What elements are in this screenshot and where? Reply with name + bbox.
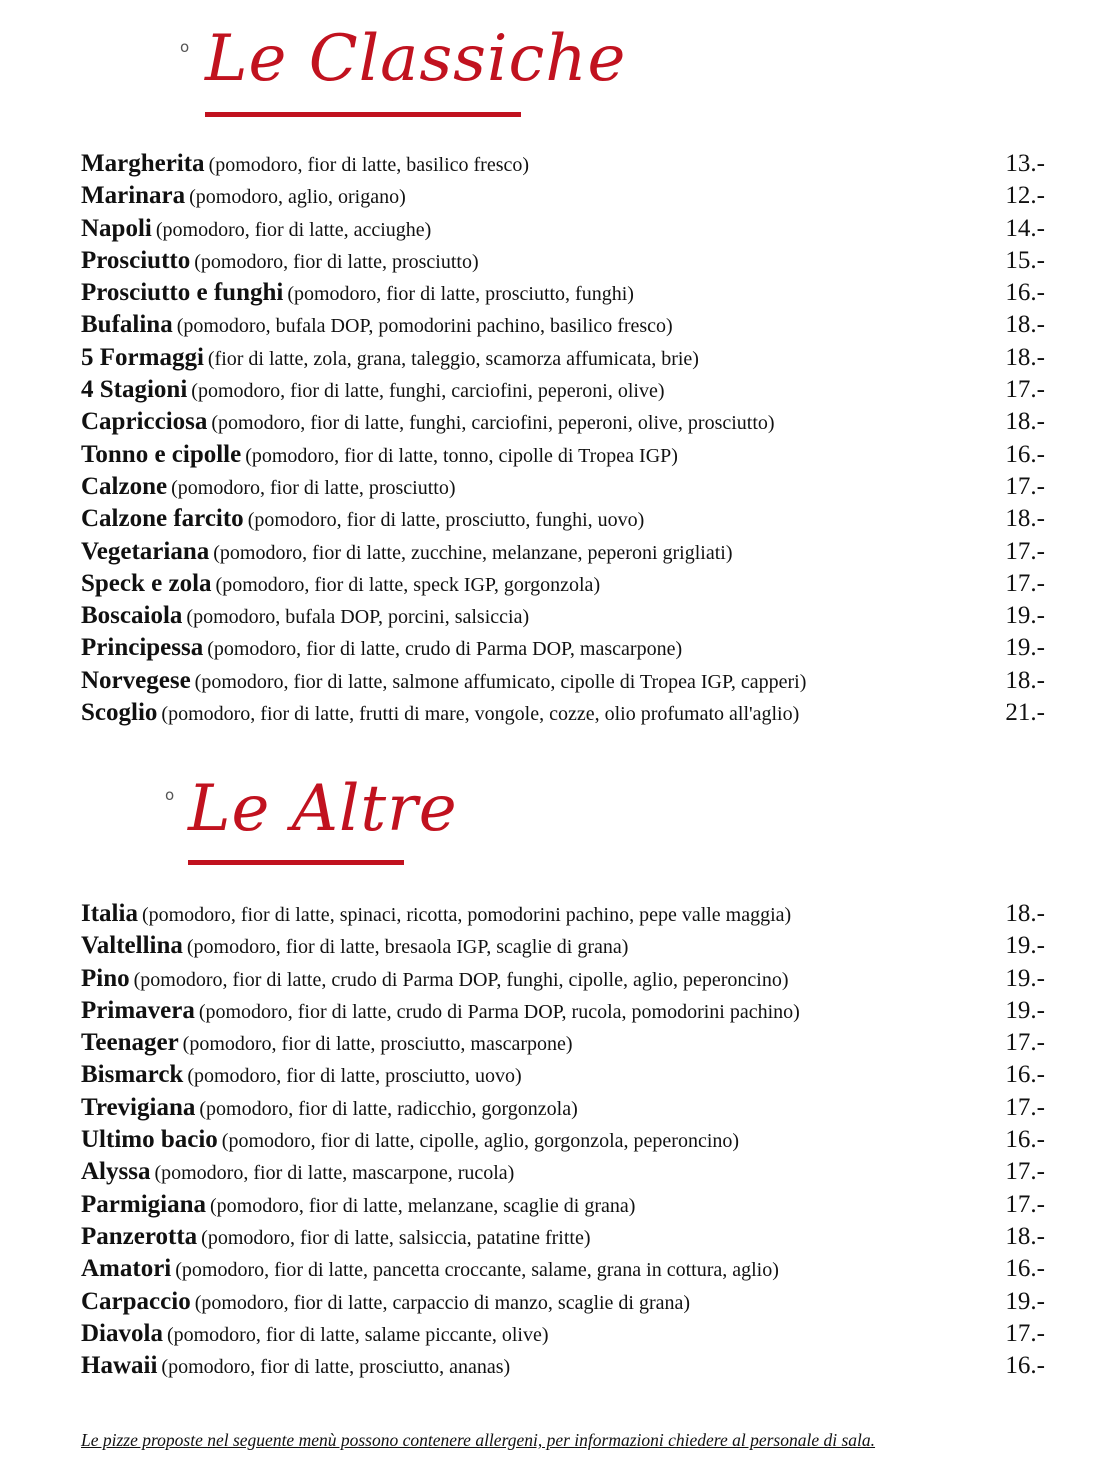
item-ingredients: (pomodoro, fior di latte, speck IGP, gorgonzola): [215, 573, 601, 596]
item-name: Speck e zola: [81, 569, 212, 597]
item-name: Hawaii: [81, 1352, 158, 1380]
item-name: Diavola: [81, 1319, 163, 1347]
menu-item: [81, 1027, 1045, 1059]
item-name: Carpaccio: [81, 1287, 191, 1315]
item-price: 16.-: [1005, 1352, 1045, 1380]
menu-item: [81, 697, 1045, 729]
item-price: 17.-: [1005, 537, 1045, 565]
item-ingredients: (pomodoro, fior di latte, mascarpone, rucola): [154, 1162, 515, 1185]
item-name: Norvegese: [81, 666, 191, 694]
item-ingredients: (pomodoro, fior di latte, prosciutto, funghi, uovo): [247, 509, 645, 532]
item-name: Trevigiana: [81, 1093, 196, 1121]
item-name: Calzone: [81, 472, 168, 500]
item-price: 17.-: [1005, 1319, 1045, 1347]
menu-item: [81, 1221, 1045, 1253]
section-bullet: o: [165, 786, 175, 804]
menu-item: [81, 342, 1045, 374]
item-name: Amatori: [81, 1255, 172, 1283]
item-price: 19.-: [1005, 634, 1045, 662]
menu-item: [81, 1286, 1045, 1318]
item-price: 16.-: [1005, 1126, 1045, 1154]
item-ingredients: (pomodoro, fior di latte, prosciutto, mascarpone): [182, 1033, 573, 1056]
item-ingredients: (pomodoro, fior di latte, carpaccio di manzo, scaglie di grana): [194, 1291, 691, 1314]
allergen-note: Le pizze proposte nel seguente menù possono contenere allergeni, per informazioni chiedere al personale di sala.: [81, 1430, 876, 1450]
item-ingredients: (pomodoro, fior di latte, pancetta croccante, salame, grana in cottura, aglio): [175, 1259, 779, 1282]
item-name: Teenager: [81, 1029, 179, 1057]
item-ingredients: (pomodoro, fior di latte, funghi, carciofini, peperoni, olive, prosciutto): [211, 412, 775, 435]
item-ingredients: (pomodoro, fior di latte, prosciutto, ananas): [161, 1356, 511, 1379]
section-title-classiche: Le Classiche: [205, 22, 627, 96]
menu-item: [81, 1059, 1045, 1091]
item-price: 18.-: [1005, 505, 1045, 533]
menu-list-classiche: [81, 148, 1045, 729]
item-price: 18.-: [1005, 343, 1045, 371]
item-name: Scoglio: [81, 699, 158, 727]
menu-item: [81, 995, 1045, 1027]
item-price: 17.-: [1005, 569, 1045, 597]
menu-item: [81, 600, 1045, 632]
item-price: 19.-: [1005, 602, 1045, 630]
menu-item: [81, 665, 1045, 697]
item-name: Principessa: [81, 634, 204, 662]
item-price: 16.-: [1005, 1255, 1045, 1283]
item-ingredients: (pomodoro, fior di latte, salmone affumicato, cipolle di Tropea IGP, capperi): [194, 670, 807, 693]
item-name: Margherita: [81, 150, 205, 177]
menu-item: [81, 245, 1045, 277]
item-name: Parmigiana: [81, 1190, 206, 1218]
item-ingredients: (pomodoro, fior di latte, acciughe): [155, 218, 432, 241]
item-name: Bismarck: [81, 1061, 184, 1089]
item-name: 4 Stagioni: [81, 376, 188, 404]
item-price: 18.-: [1005, 311, 1045, 339]
item-price: 17.-: [1005, 1093, 1045, 1121]
section-underline: [205, 112, 521, 117]
item-price: 18.-: [1005, 1222, 1045, 1250]
item-ingredients: (pomodoro, fior di latte, basilico fresco): [208, 154, 530, 176]
item-name: 5 Formaggi: [81, 343, 204, 371]
menu-item: [81, 148, 1045, 180]
item-name: Calzone farcito: [81, 505, 244, 533]
menu-item: [81, 471, 1045, 503]
menu-item: [81, 277, 1045, 309]
item-price: 17.-: [1005, 472, 1045, 500]
menu-item: [81, 1092, 1045, 1124]
menu-item: [81, 1189, 1045, 1221]
item-name: Tonno e cipolle: [81, 440, 242, 468]
item-ingredients: (pomodoro, fior di latte, prosciutto): [171, 476, 456, 499]
item-ingredients: (pomodoro, fior di latte, zucchine, melanzane, peperoni grigliati): [213, 541, 733, 564]
menu-item: [81, 1318, 1045, 1350]
item-price: 18.-: [1005, 666, 1045, 694]
section-bullet: o: [180, 38, 190, 56]
item-name: Pino: [81, 964, 130, 992]
item-ingredients: (pomodoro, fior di latte, frutti di mare, vongole, cozze, olio profumato all'aglio): [161, 703, 800, 726]
menu-item: [81, 374, 1045, 406]
item-name: Prosciutto e funghi: [81, 279, 284, 307]
item-ingredients: (pomodoro, fior di latte, crudo di Parma DOP, funghi, cipolle, aglio, peperoncino): [133, 968, 789, 991]
menu-item: [81, 898, 1045, 930]
item-name: Panzerotta: [81, 1222, 198, 1250]
menu-item: [81, 406, 1045, 438]
item-ingredients: (pomodoro, fior di latte, crudo di Parma DOP, rucola, pomodorini pachino): [198, 1000, 800, 1023]
menu-item: [81, 1156, 1045, 1188]
item-ingredients: (pomodoro, bufala DOP, porcini, salsiccia): [186, 606, 530, 629]
item-name: Boscaiola: [81, 602, 183, 630]
item-price: 12.-: [1005, 182, 1045, 210]
item-ingredients: (pomodoro, fior di latte, bresaola IGP, scaglie di grana): [186, 936, 629, 959]
menu-item: [81, 1350, 1045, 1382]
menu-item: [81, 1124, 1045, 1156]
menu-item: [81, 963, 1045, 995]
menu-item: [81, 930, 1045, 962]
item-name: Italia: [81, 900, 138, 927]
item-price: 17.-: [1005, 1158, 1045, 1186]
item-ingredients: (pomodoro, fior di latte, funghi, carciofini, peperoni, olive): [191, 380, 665, 403]
menu-list-altre: [81, 898, 1045, 1382]
menu-item: [81, 1253, 1045, 1285]
menu-item: [81, 632, 1045, 664]
item-price: 17.-: [1005, 376, 1045, 404]
item-price: 18.-: [1005, 408, 1045, 436]
item-price: 17.-: [1005, 1029, 1045, 1057]
item-ingredients: (pomodoro, fior di latte, salame piccante, olive): [166, 1323, 549, 1346]
item-name: Napoli: [81, 214, 152, 242]
menu-item: [81, 439, 1045, 471]
item-name: Vegetariana: [81, 537, 210, 565]
section-underline: [188, 860, 404, 865]
item-name: Primavera: [81, 996, 195, 1024]
menu-item: [81, 503, 1045, 535]
item-name: Capricciosa: [81, 408, 208, 436]
item-ingredients: (pomodoro, fior di latte, salsiccia, patatine fritte): [201, 1226, 591, 1249]
item-ingredients: (fior di latte, zola, grana, taleggio, scamorza affumicata, brie): [207, 347, 699, 370]
item-name: Prosciutto: [81, 246, 191, 274]
item-ingredients: (pomodoro, fior di latte, prosciutto, funghi): [287, 283, 634, 306]
item-ingredients: (pomodoro, fior di latte, prosciutto): [194, 250, 479, 273]
item-ingredients: (pomodoro, fior di latte, spinaci, ricotta, pomodorini pachino, pepe valle maggia): [141, 904, 792, 926]
menu-item: [81, 309, 1045, 341]
item-ingredients: (pomodoro, fior di latte, crudo di Parma DOP, mascarpone): [207, 638, 683, 661]
item-ingredients: (pomodoro, fior di latte, cipolle, aglio, gorgonzola, peperoncino): [221, 1130, 740, 1153]
item-price: 19.-: [1005, 932, 1045, 960]
item-price: 19.-: [1005, 1287, 1045, 1315]
item-price: 18.-: [1005, 900, 1045, 927]
item-ingredients: (pomodoro, aglio, origano): [189, 186, 406, 209]
item-name: Valtellina: [81, 932, 183, 960]
item-name: Marinara: [81, 182, 186, 210]
item-ingredients: (pomodoro, fior di latte, prosciutto, uovo): [187, 1065, 522, 1088]
item-price: 19.-: [1005, 964, 1045, 992]
item-ingredients: (pomodoro, bufala DOP, pomodorini pachino, basilico fresco): [176, 315, 673, 338]
item-name: Ultimo bacio: [81, 1126, 218, 1154]
item-price: 16.-: [1005, 1061, 1045, 1089]
menu-item: [81, 213, 1045, 245]
item-ingredients: (pomodoro, fior di latte, radicchio, gorgonzola): [199, 1097, 578, 1120]
item-price: 16.-: [1005, 440, 1045, 468]
item-price: 14.-: [1005, 214, 1045, 242]
item-price: 17.-: [1005, 1190, 1045, 1218]
item-price: 13.-: [1005, 150, 1045, 177]
item-name: Bufalina: [81, 311, 173, 339]
item-price: 15.-: [1005, 246, 1045, 274]
item-price: 19.-: [1005, 996, 1045, 1024]
item-ingredients: (pomodoro, fior di latte, tonno, cipolle di Tropea IGP): [245, 444, 678, 467]
menu-item: [81, 536, 1045, 568]
section-title-altre: Le Altre: [188, 772, 458, 846]
menu-item: [81, 180, 1045, 212]
item-ingredients: (pomodoro, fior di latte, melanzane, scaglie di grana): [210, 1194, 636, 1217]
menu-item: [81, 568, 1045, 600]
item-name: Alyssa: [81, 1158, 151, 1186]
item-price: 16.-: [1005, 279, 1045, 307]
item-price: 21.-: [1005, 699, 1045, 727]
